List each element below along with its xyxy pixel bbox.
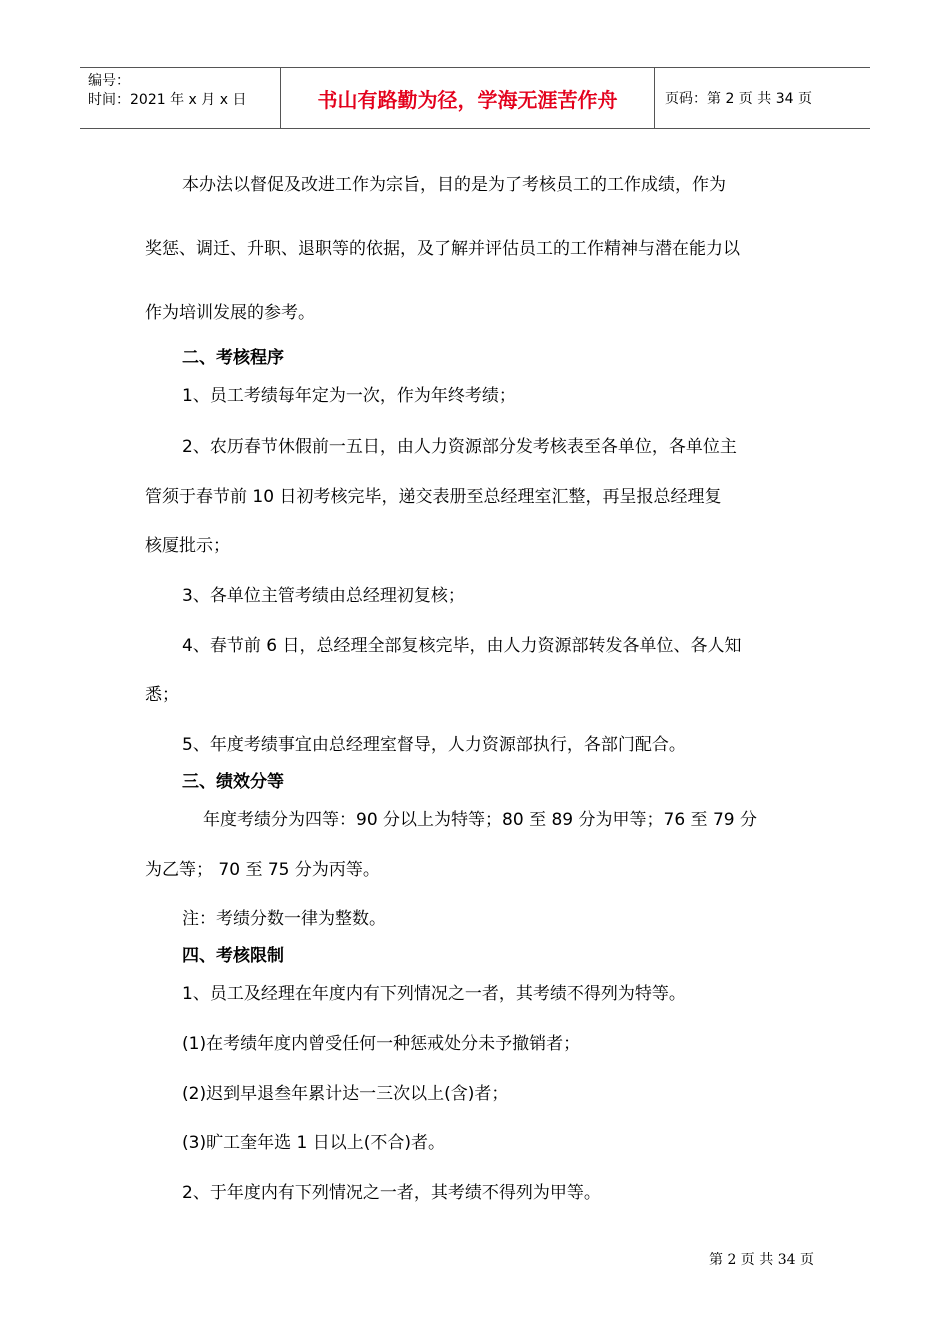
document-time: 时间：2021 年 x 月 x 日 (88, 92, 247, 108)
header-meta (80, 68, 281, 128)
section-heading: 四、考核限制 (182, 946, 284, 966)
paragraph-line: (3)旷工奎年选 1 日以上(不合)者。 (182, 1133, 445, 1153)
page-footer: 第 2 页 共 34 页 (709, 1252, 814, 1268)
paragraph-line: 1、员工考绩每年定为一次，作为年终考绩； (182, 386, 516, 406)
paragraph-line: (1)在考绩年度内曾受任何一种惩戒处分未予撤销者； (182, 1034, 581, 1054)
paragraph-line: 管须于春节前 10 日初考核完毕，递交表册至总经理室汇整，再呈报总经理复 (145, 487, 722, 507)
paragraph-line: 核厦批示； (145, 536, 230, 556)
paragraph-line: 本办法以督促及改进工作为宗旨，目的是为了考核员工的工作成绩，作为 (182, 175, 726, 195)
paragraph-line: (2)迟到早退叁年累计达一三次以上(含)者； (182, 1084, 509, 1104)
paragraph-line: 悉； (145, 685, 179, 705)
paragraph-line: 5、年度考绩事宜由总经理室督导，人力资源部执行，各部门配合。 (182, 735, 686, 755)
paragraph-line: 为乙等； 70 至 75 分为丙等。 (145, 860, 380, 880)
paragraph-line: 奖惩、调迁、升职、退职等的依据，及了解并评估员工的工作精神与潜在能力以 (145, 239, 740, 259)
paragraph-line: 年度考绩分为四等：90 分以上为特等；80 至 89 分为甲等；76 至 79 分 (203, 810, 757, 830)
paragraph-line: 3、各单位主管考绩由总经理初复核； (182, 586, 465, 606)
paragraph-line: 2、农历春节休假前一五日，由人力资源部分发考核表至各单位，各单位主 (182, 437, 737, 457)
header-page-number: 页码：第 2 页 共 34 页 (665, 91, 812, 107)
page-header (80, 67, 870, 129)
section-heading: 三、绩效分等 (182, 772, 284, 792)
header-motto: 书山有路勤为径，学海无涯苦作舟 (281, 68, 655, 128)
paragraph-line: 作为培训发展的参考。 (145, 303, 315, 323)
section-heading: 二、考核程序 (182, 348, 284, 368)
paragraph-line: 4、春节前 6 日，总经理全部复核完毕，由人力资源部转发各单位、各人知 (182, 636, 742, 656)
paragraph-line: 1、员工及经理在年度内有下列情况之一者，其考绩不得列为特等。 (182, 984, 686, 1004)
document-number: 编号： (88, 73, 130, 89)
paragraph-line: 2、于年度内有下列情况之一者，其考绩不得列为甲等。 (182, 1183, 601, 1203)
paragraph-line: 注：考绩分数一律为整数。 (182, 909, 386, 929)
